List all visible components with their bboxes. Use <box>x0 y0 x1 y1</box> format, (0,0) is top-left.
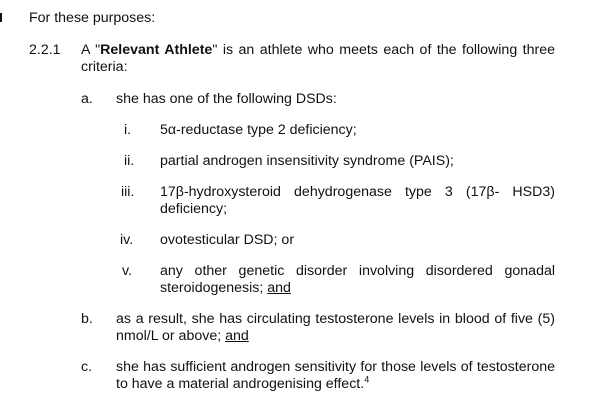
item-c-label: c. <box>81 359 93 375</box>
subitem-v-text: any other genetic disorder involving disordered gonadal steroidogenesis; and <box>160 263 555 296</box>
defined-term: Relevant Athlete <box>100 42 213 58</box>
subitem-ii-text: partial androgen insensitivity syndrome (PAIS); <box>160 153 454 169</box>
subitem-iii-text: 17β-hydroxysteroid dehydrogenase type 3 (17β- HSD3) deficiency; <box>160 184 555 217</box>
footnote-reference[interactable]: 4 <box>364 374 370 385</box>
item-c-text: she has sufficient androgen sensitivity for those levels of testosterone to have a material androgenising effect.$^4$ <box>116 359 555 392</box>
subitem-v-label: v. <box>122 263 132 279</box>
item-a-text: she has one of the following DSDs: <box>116 91 337 107</box>
clause-number: 2.2.1 <box>29 42 61 58</box>
item-b-text: as a result, she has circulating testosterone levels in blood of five (5) nmol/L or above; and <box>116 311 555 344</box>
item-b-label: b. <box>81 311 93 327</box>
subitem-iv-text: ovotesticular DSD; or <box>160 232 295 248</box>
subitem-iv-label: iv. <box>120 232 134 248</box>
connector-and: and <box>267 280 291 296</box>
subitem-ii-label: ii. <box>124 153 135 169</box>
margin-mark <box>0 13 2 22</box>
connector-and: and <box>225 328 249 344</box>
subitem-i-text: 5α-reductase type 2 deficiency; <box>160 122 357 138</box>
item-a-label: a. <box>81 91 93 107</box>
subitem-iii-label: iii. <box>121 184 135 200</box>
intro-text: For these purposes: <box>29 10 156 26</box>
subitem-i-label: i. <box>124 122 132 138</box>
clause-text: A "Relevant Athlete" is an athlete who meets each of the following three criteria: <box>81 42 555 75</box>
